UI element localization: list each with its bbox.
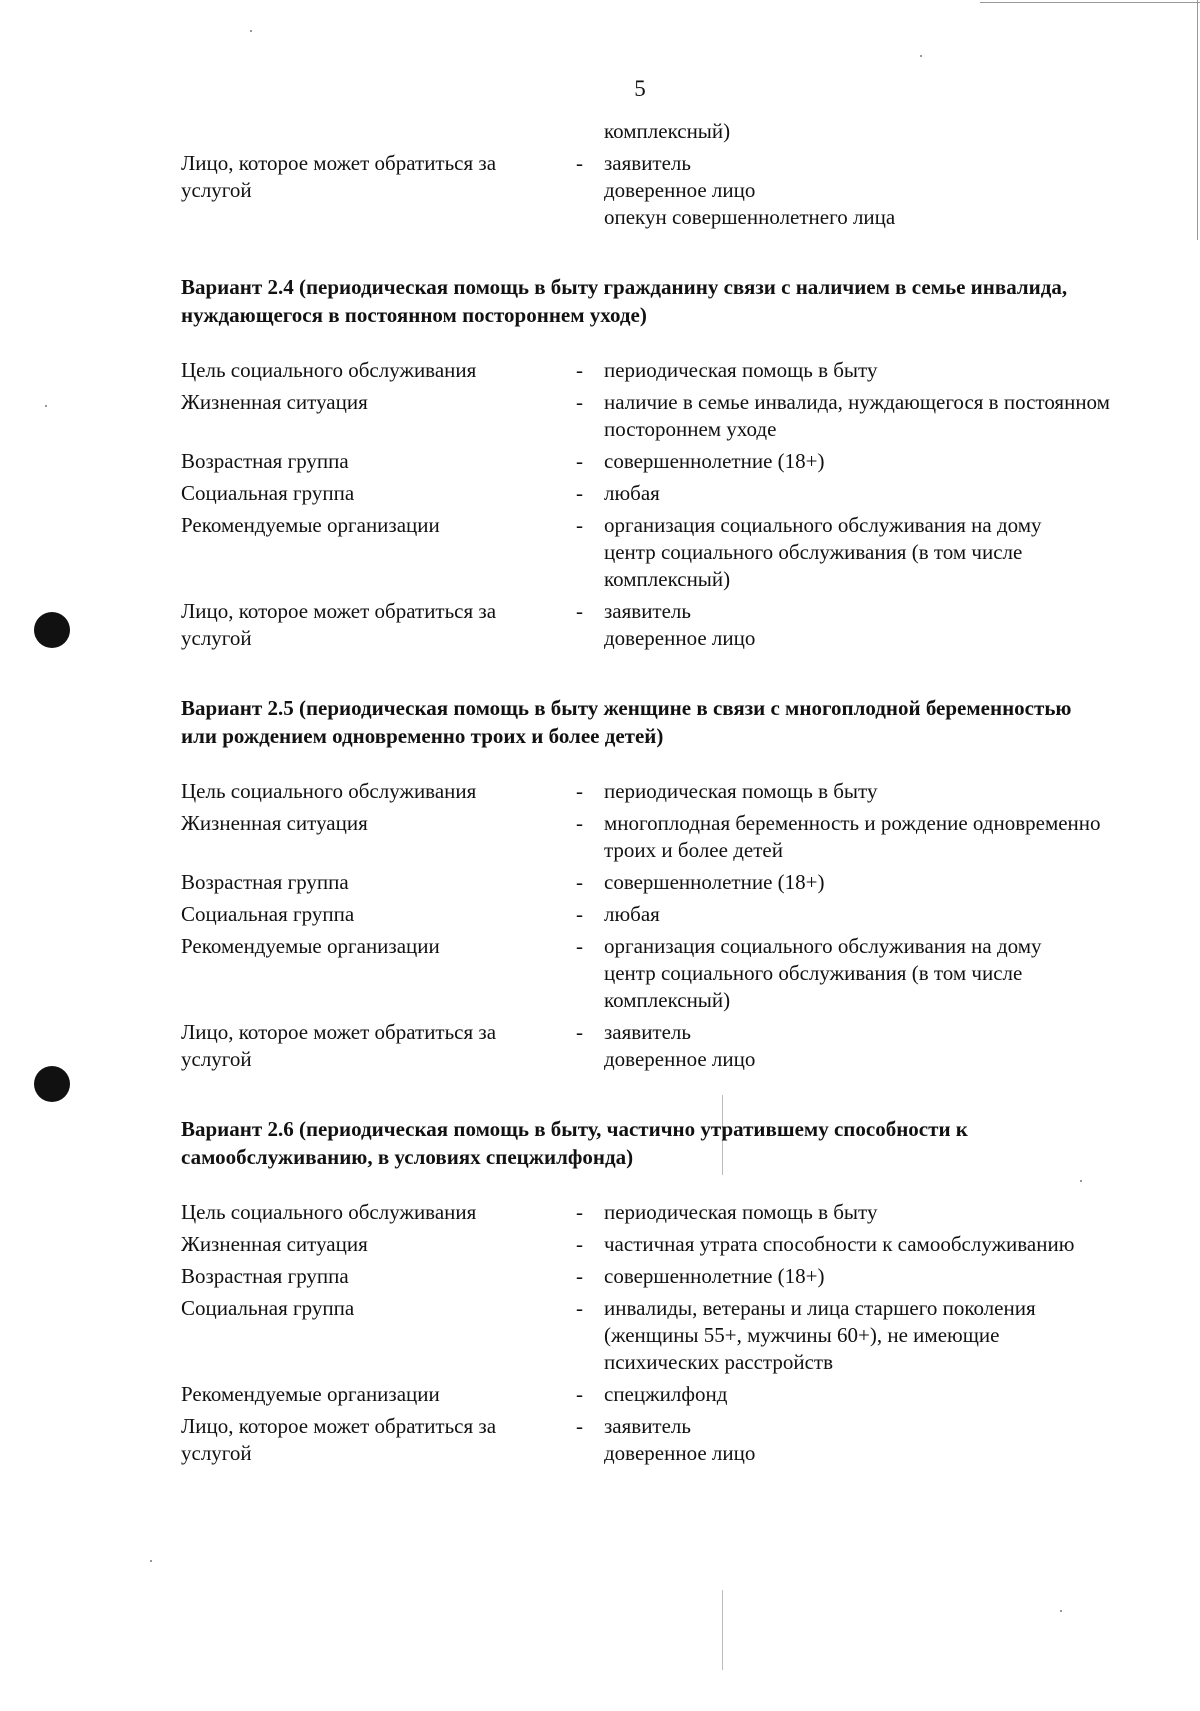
field-values <box>604 1231 1111 1258</box>
field-value: доверенное лицо <box>604 1441 756 1465</box>
field-dash: - <box>576 390 583 414</box>
field-row <box>181 778 1111 805</box>
field-values <box>604 150 1111 231</box>
field-value: заявитель <box>604 1020 691 1044</box>
field-value: периодическая помощь в быту <box>604 779 878 803</box>
scan-speck <box>150 1560 152 1562</box>
field-values <box>604 1199 1111 1226</box>
field-row <box>181 1019 1111 1073</box>
punch-hole <box>34 1066 70 1102</box>
field-label: Социальная группа <box>181 902 355 926</box>
field-label: Рекомендуемые организации <box>181 1382 440 1406</box>
section-heading: Вариант 2.6 (периодическая помощь в быту, частично утратившему способности к самообслуживанию, в условиях спецжилфонда) <box>181 1117 968 1169</box>
scan-fold-line <box>722 1590 723 1670</box>
field-value: организация социального обслуживания на дому <box>604 934 1042 958</box>
field-row <box>181 598 1111 652</box>
field-dash: - <box>576 1296 583 1320</box>
field-dash: - <box>576 151 583 175</box>
field-value: совершеннолетние (18+) <box>604 1264 825 1288</box>
section-heading: Вариант 2.4 (периодическая помощь в быту гражданину связи с наличием в семье инвалида, нуждающегося в постоянном постороннем уходе) <box>181 275 1068 327</box>
field-dash: - <box>576 1414 583 1438</box>
variant-section <box>181 1115 1111 1467</box>
field-row <box>181 1231 1111 1258</box>
field-values <box>604 933 1111 1014</box>
field-dash: - <box>576 513 583 537</box>
field-row <box>181 1199 1111 1226</box>
field-values <box>604 869 1111 896</box>
field-label: Цель социального обслуживания <box>181 779 477 803</box>
page-number: 5 <box>634 76 646 101</box>
field-row <box>181 810 1111 864</box>
field-dash: - <box>576 870 583 894</box>
field-value: опекун совершеннолетнего лица <box>604 205 896 229</box>
continuation-text: комплексный) <box>604 119 731 143</box>
scan-speck <box>45 405 47 407</box>
field-label: Возрастная группа <box>181 449 349 473</box>
field-dash: - <box>576 811 583 835</box>
field-value: инвалиды, ветераны и лица старшего поколения (женщины 55+, мужчины 60+), не имеющие психических расстройств <box>604 1296 1036 1374</box>
field-value: частичная утрата способности к самообслуживанию <box>604 1232 1075 1256</box>
field-row <box>181 1295 1111 1376</box>
field-values <box>604 1019 1111 1073</box>
field-values <box>604 901 1111 928</box>
field-label: Лицо, которое может обратиться за услугой <box>181 599 497 650</box>
field-dash: - <box>576 934 583 958</box>
field-value: доверенное лицо <box>604 626 756 650</box>
field-value: доверенное лицо <box>604 178 756 202</box>
field-dash: - <box>576 1382 583 1406</box>
field-dash: - <box>576 779 583 803</box>
field-value: заявитель <box>604 151 691 175</box>
scan-edge-line <box>980 2 1200 3</box>
field-row <box>181 1263 1111 1290</box>
field-value: совершеннолетние (18+) <box>604 449 825 473</box>
document-body <box>181 118 1111 1467</box>
field-value: наличие в семье инвалида, нуждающегося в постоянном постороннем уходе <box>604 390 1110 441</box>
field-value: любая <box>604 481 660 505</box>
field-label: Возрастная группа <box>181 1264 349 1288</box>
field-label: Жизненная ситуация <box>181 811 368 835</box>
field-dash: - <box>576 599 583 623</box>
field-dash: - <box>576 1232 583 1256</box>
field-label: Цель социального обслуживания <box>181 1200 477 1224</box>
scan-speck <box>250 30 252 32</box>
section-heading: Вариант 2.5 (периодическая помощь в быту женщине в связи с многоплодной беременностью или рождением одновременно троих и более детей) <box>181 696 1072 748</box>
field-values <box>604 1413 1111 1467</box>
field-values <box>604 512 1111 593</box>
field-label: Рекомендуемые организации <box>181 513 440 537</box>
field-row <box>181 389 1111 443</box>
field-values <box>604 448 1111 475</box>
field-label: Лицо, которое может обратиться за услугой <box>181 1414 497 1465</box>
variant-section <box>181 694 1111 1073</box>
scan-edge-line <box>1197 0 1198 240</box>
field-values <box>604 598 1111 652</box>
continued-section <box>181 118 1111 231</box>
field-dash <box>576 118 604 145</box>
field-values <box>604 778 1111 805</box>
field-values <box>604 1295 1111 1376</box>
field-label: Социальная группа <box>181 1296 355 1320</box>
field-value: многоплодная беременность и рождение одновременно троих и более детей <box>604 811 1101 862</box>
field-values <box>604 810 1111 864</box>
field-values <box>604 480 1111 507</box>
field-label: Жизненная ситуация <box>181 390 368 414</box>
field-value: совершеннолетние (18+) <box>604 870 825 894</box>
field-value: любая <box>604 902 660 926</box>
field-dash: - <box>576 1020 583 1044</box>
field-value: заявитель <box>604 599 691 623</box>
field-label: Жизненная ситуация <box>181 1232 368 1256</box>
field-value: периодическая помощь в быту <box>604 358 878 382</box>
field-label: Социальная группа <box>181 481 355 505</box>
field-value: центр социального обслуживания (в том числе комплексный) <box>604 540 1023 591</box>
punch-hole <box>34 612 70 648</box>
field-values <box>604 389 1111 443</box>
field-values <box>604 1381 1111 1408</box>
field-label: Лицо, которое может обратиться за услугой <box>181 1020 497 1071</box>
field-dash: - <box>576 358 583 382</box>
field-label <box>181 118 576 145</box>
field-row <box>181 480 1111 507</box>
variant-section <box>181 273 1111 652</box>
field-label: Лицо, которое может обратиться за услугой <box>181 151 497 202</box>
field-value: организация социального обслуживания на дому <box>604 513 1042 537</box>
field-value: центр социального обслуживания (в том числе комплексный) <box>604 961 1023 1012</box>
field-values <box>604 357 1111 384</box>
field-row <box>181 512 1111 593</box>
field-row <box>181 357 1111 384</box>
field-dash: - <box>576 481 583 505</box>
field-row <box>181 1381 1111 1408</box>
field-label: Возрастная группа <box>181 870 349 894</box>
field-dash: - <box>576 1264 583 1288</box>
field-row <box>181 448 1111 475</box>
field-row <box>181 1413 1111 1467</box>
field-dash: - <box>576 449 583 473</box>
field-row <box>181 901 1111 928</box>
field-value: заявитель <box>604 1414 691 1438</box>
field-row <box>181 869 1111 896</box>
field-row <box>181 150 1111 231</box>
scan-speck <box>1060 1610 1062 1612</box>
field-label: Цель социального обслуживания <box>181 358 477 382</box>
field-label: Рекомендуемые организации <box>181 934 440 958</box>
field-value: периодическая помощь в быту <box>604 1200 878 1224</box>
field-dash: - <box>576 902 583 926</box>
scan-speck <box>920 55 922 57</box>
field-row <box>181 933 1111 1014</box>
field-values <box>604 1263 1111 1290</box>
field-dash: - <box>576 1200 583 1224</box>
field-value: доверенное лицо <box>604 1047 756 1071</box>
continuation-row <box>181 118 1111 145</box>
field-value: спецжилфонд <box>604 1382 728 1406</box>
